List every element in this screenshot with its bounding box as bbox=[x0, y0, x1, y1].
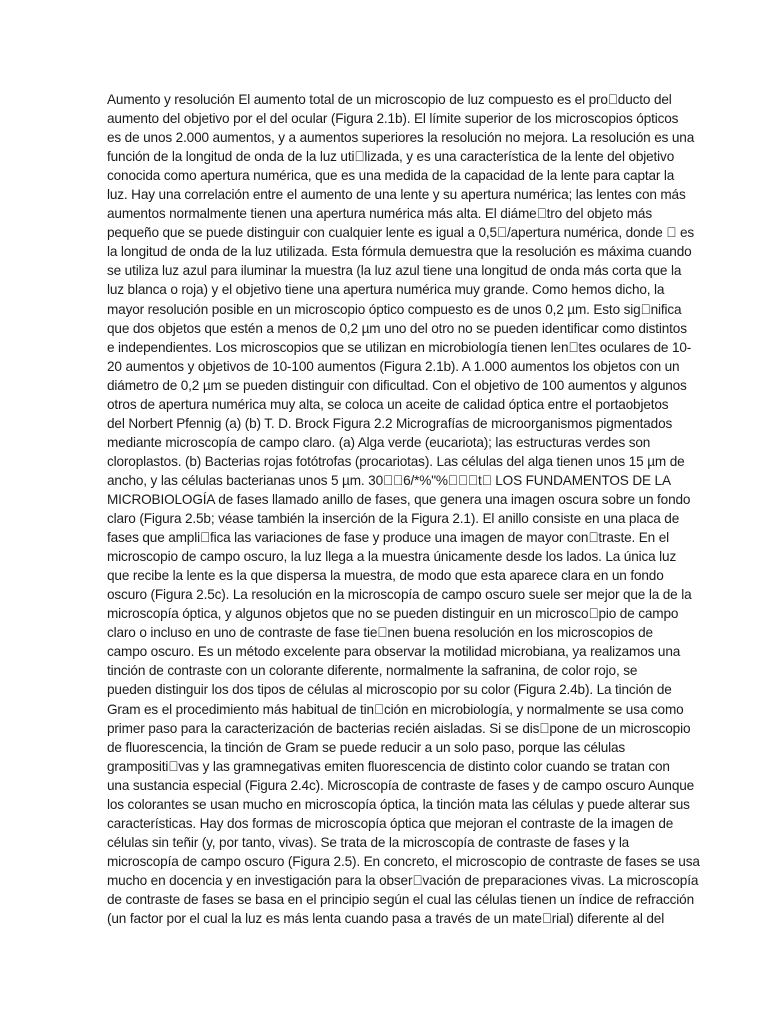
text-line: del Norbert Pfennig (a) (b) T. D. Brock Figura 2.2 Micrografías de microorganismos pigmentados bbox=[107, 415, 673, 431]
text-line: mediante microscopía de campo claro. (a) Alga verde (eucariota); las estructuras verdes son bbox=[107, 434, 651, 450]
text-line: primer paso para la caracterización de bacterias recién aisladas. Si se dis pone de un microscopio bbox=[107, 720, 691, 736]
text-line: es de unos 2.000 aumentos, y a aumentos superiores la resolución no mejora. La resolución es una bbox=[107, 130, 695, 146]
text-line: luz blanca o roja) y el objetivo tiene una apertura numérica muy grande. Como hemos dicho, la bbox=[107, 282, 665, 298]
text-line: los colorantes se usan mucho en microscopía óptica, la tinción mata las células y puede alterar sus bbox=[107, 796, 690, 812]
text-line: tinción de contraste con un colorante diferente, normalmente la safranina, de color rojo, se bbox=[107, 663, 638, 679]
text-line: fases que ampli fica las variaciones de fase y produce una imagen de mayor con traste. En el bbox=[107, 530, 669, 546]
text-line: que dos objetos que estén a menos de 0,2 µm uno del otro no se pueden identificar como distintos bbox=[107, 320, 687, 336]
text-line: grampositi vas y las gramnegativas emiten fluorescencia de distinto color cuando se tratan con bbox=[107, 758, 670, 774]
text-line: otros de apertura numérica muy alta, se coloca un aceite de calidad óptica entre el portaobjetos bbox=[107, 396, 669, 412]
text-line: mucho en docencia y en investigación para la obser vación de preparaciones vivas. La microscopía bbox=[107, 872, 699, 888]
text-line: de fluorescencia, la tinción de Gram se puede reducir a un solo paso, porque las células bbox=[107, 739, 626, 755]
text-line: microscopía óptica, y algunos objetos que no se pueden distinguir en un microsco pio de campo bbox=[107, 606, 679, 622]
text-line: microscopio de campo oscuro, la luz llega a la muestra únicamente desde los lados. La única luz bbox=[107, 549, 677, 565]
text-line: que recibe la lente es la que dispersa la muestra, de modo que esta aparece clara en un fondo bbox=[107, 568, 664, 584]
text-line: función de la longitud de onda de la luz uti lizada, y es una característica de la lente del objetivo bbox=[107, 149, 675, 165]
text-line: pueden distinguir los dos tipos de células al microscopio por su color (Figura 2.4b). La tinción de bbox=[107, 682, 672, 698]
text-line: claro (Figura 2.5b; véase también la inserción de la Figura 2.1). El anillo consiste en una placa de bbox=[107, 511, 680, 527]
text-line: pequeño que se puede distinguir con cualquier lente es igual a 0,5 /apertura numérica, donde   es bbox=[107, 225, 695, 241]
text-line: Aumento y resolución El aumento total de un microscopio de luz compuesto es el pro ducto del bbox=[107, 92, 672, 107]
text-line: ancho, y las células bacterianas unos 5 µm. 30  6/*%"%   t  LOS FUNDAMENTOS DE LA bbox=[107, 472, 671, 488]
text-line: microscopía de campo oscuro (Figura 2.5). En concreto, el microscopio de contraste de fases se usa bbox=[107, 853, 700, 869]
text-line: 20 aumentos y objetivos de 10-100 aumentos (Figura 2.1b). A 1.000 aumentos los objetos con un bbox=[107, 358, 680, 374]
text-line: conocida como apertura numérica, que es una medida de la capacidad de la lente para captar la bbox=[107, 168, 675, 184]
text-line: cloroplastos. (b) Bacterias rojas fotótrofas (procariotas). Las células del alga tienen unos 15 µm de bbox=[107, 453, 685, 469]
text-line: Gram es el procedimiento más habitual de tin ción en microbiología, y normalmente se usa como bbox=[107, 701, 684, 717]
text-line: aumento del objetivo por el del ocular (Figura 2.1b). El límite superior de los microscopios ópticos bbox=[107, 111, 679, 127]
text-line: MICROBIOLOGÍA de fases llamado anillo de fases, que genera una imagen oscura sobre un fondo bbox=[107, 491, 691, 507]
text-line: la longitud de onda de la luz utilizada. Esta fórmula demuestra que la resolución es máxima cuando bbox=[107, 244, 692, 260]
text-line: diámetro de 0,2 µm se pueden distinguir con dificultad. Con el objetivo de 100 aumentos y algunos bbox=[107, 377, 687, 393]
text-line: características. Hay dos formas de microscopía óptica que mejoran el contraste de la imagen de bbox=[107, 815, 674, 831]
text-line: células sin teñir (y, por tanto, vivas). Se trata de la microscopía de contraste de fases y la bbox=[107, 834, 630, 850]
text-line: oscuro (Figura 2.5c). La resolución en la microscopía de campo oscuro suele ser mejor que la de la bbox=[107, 587, 692, 603]
text-line: claro o incluso en uno de contraste de fase tie nen buena resolución en los microscopios de bbox=[107, 625, 653, 641]
text-line: una sustancia especial (Figura 2.4c). Microscopía de contraste de fases y de campo oscuro Aunque bbox=[107, 777, 695, 793]
text-line: luz. Hay una correlación entre el aumento de una lente y su apertura numérica; las lentes con más bbox=[107, 187, 686, 203]
text-line: e independientes. Los microscopios que se utilizan en microbiología tienen len tes oculares de 10- bbox=[107, 339, 692, 355]
text-line: (un factor por el cual la luz es más lenta cuando pasa a través de un mate rial) diferente al del bbox=[107, 911, 665, 927]
body-text bbox=[107, 90, 700, 928]
text-line: mayor resolución posible en un microscopio óptico compuesto es de unos 0,2 µm. Esto sig nifica bbox=[107, 301, 682, 317]
text-line: aumentos normalmente tienen una apertura numérica más alta. El diáme tro del objeto más bbox=[107, 206, 652, 222]
text-line: se utiliza luz azul para iluminar la muestra (la luz azul tiene una longitud de onda más corta que la bbox=[107, 263, 682, 279]
text-line: campo oscuro. Es un método excelente para observar la motilidad microbiana, ya realizamos una bbox=[107, 644, 681, 660]
text-line: de contraste de fases se basa en el principio según el cual las células tienen un índice de refracción bbox=[107, 891, 694, 907]
